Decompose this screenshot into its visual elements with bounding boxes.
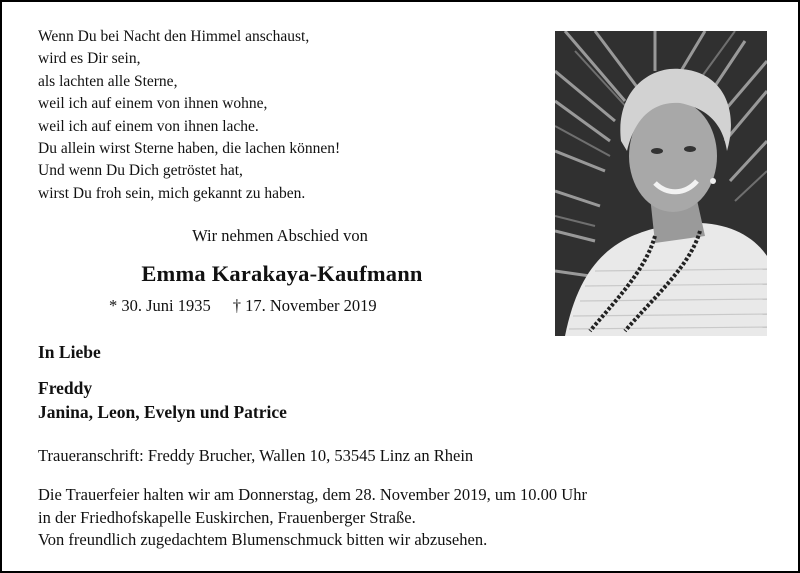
poem-line: Du allein wirst Sterne haben, die lachen können! <box>38 140 341 158</box>
poem-line: Und wenn Du Dich getröstet hat, <box>38 162 243 180</box>
birth-date: * 30. Juni 1935 <box>109 296 211 315</box>
portrait-illustration <box>555 31 767 336</box>
in-love-text: In Liebe <box>38 342 101 362</box>
mourning-address: Traueranschrift: Freddy Brucher, Wallen 10, 53545 Linz an Rhein <box>38 446 474 465</box>
family-line: Janina, Leon, Evelyn und Patrice <box>38 402 287 422</box>
ceremony-info <box>38 484 587 552</box>
family-line: Freddy <box>38 378 93 398</box>
poem-line: als lachten alle Sterne, <box>38 72 178 90</box>
portrait-photo <box>555 31 767 336</box>
death-date: † 17. November 2019 <box>232 296 377 315</box>
poem-line: wird es Dir sein, <box>38 50 141 68</box>
ceremony-line: Die Trauerfeier halten wir am Donnerstag, dem 28. November 2019, um 10.00 Uhr <box>38 485 587 504</box>
poem <box>38 26 340 205</box>
deceased-name: Emma Karakaya-Kaufmann <box>141 261 423 286</box>
poem-line: weil ich auf einem von ihnen wohne, <box>38 95 268 113</box>
poem-line: wirst Du froh sein, mich gekannt zu haben. <box>38 184 306 202</box>
poem-line: weil ich auf einem von ihnen lache. <box>38 117 259 135</box>
ceremony-line: Von freundlich zugedachtem Blumenschmuck bitten wir abzusehen. <box>38 530 488 549</box>
farewell-text: Wir nehmen Abschied von <box>192 226 368 245</box>
poem-line: Wenn Du bei Nacht den Himmel anschaust, <box>38 28 310 45</box>
ceremony-line: in der Friedhofskapelle Euskirchen, Frauenberger Straße. <box>38 507 416 527</box>
life-dates <box>109 296 377 316</box>
